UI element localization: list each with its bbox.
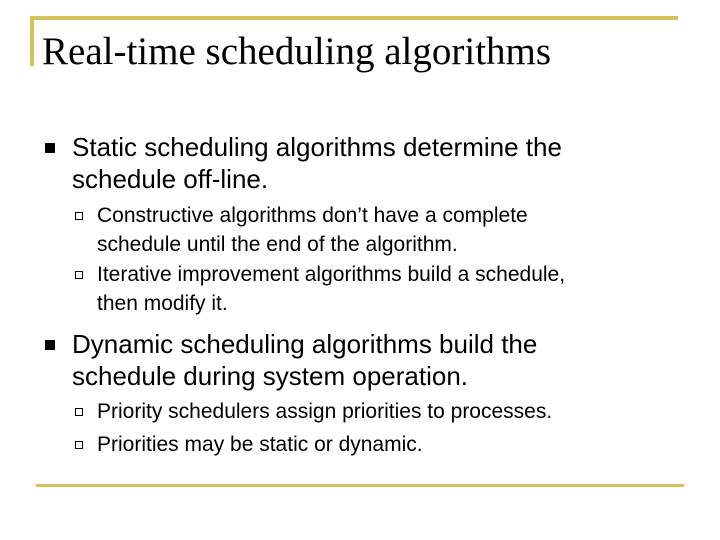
bullet-text xyxy=(72,131,562,195)
frame-top-rule xyxy=(30,16,678,20)
sub-bullet-line: Priority schedulers assign priorities to processes. xyxy=(97,400,553,423)
hollow-square-bullet-icon xyxy=(75,408,83,416)
sub-bullet-text xyxy=(97,260,565,318)
sub-bullet-line: schedule until the end of the algorithm. xyxy=(97,233,458,256)
bullet-line: schedule off-line. xyxy=(72,164,269,194)
bullet-line: schedule during system operation. xyxy=(72,361,469,391)
bullet-line: Static scheduling algorithms determine the xyxy=(72,132,562,162)
frame-bottom-rule xyxy=(36,484,684,487)
frame-left-rule xyxy=(30,16,34,66)
sub-bullet-line: Constructive algorithms don’t have a complete xyxy=(97,204,528,227)
slide-title: Real-time scheduling algorithms xyxy=(42,30,552,73)
hollow-square-bullet-icon xyxy=(75,441,83,449)
bullet-text xyxy=(72,328,537,392)
sub-bullet-line: then modify it. xyxy=(97,292,228,315)
hollow-square-bullet-icon xyxy=(75,212,83,220)
sub-bullet-text xyxy=(97,430,423,459)
sub-bullet-line: Iterative improvement algorithms build a schedule, xyxy=(97,263,566,286)
square-bullet-icon xyxy=(45,340,55,350)
bullet-line: Dynamic scheduling algorithms build the xyxy=(72,329,538,359)
sub-bullet-text xyxy=(97,201,528,259)
sub-bullet-line: Priorities may be static or dynamic. xyxy=(97,433,423,456)
square-bullet-icon xyxy=(45,143,55,153)
hollow-square-bullet-icon xyxy=(75,271,83,279)
sub-bullet-text xyxy=(97,397,552,426)
